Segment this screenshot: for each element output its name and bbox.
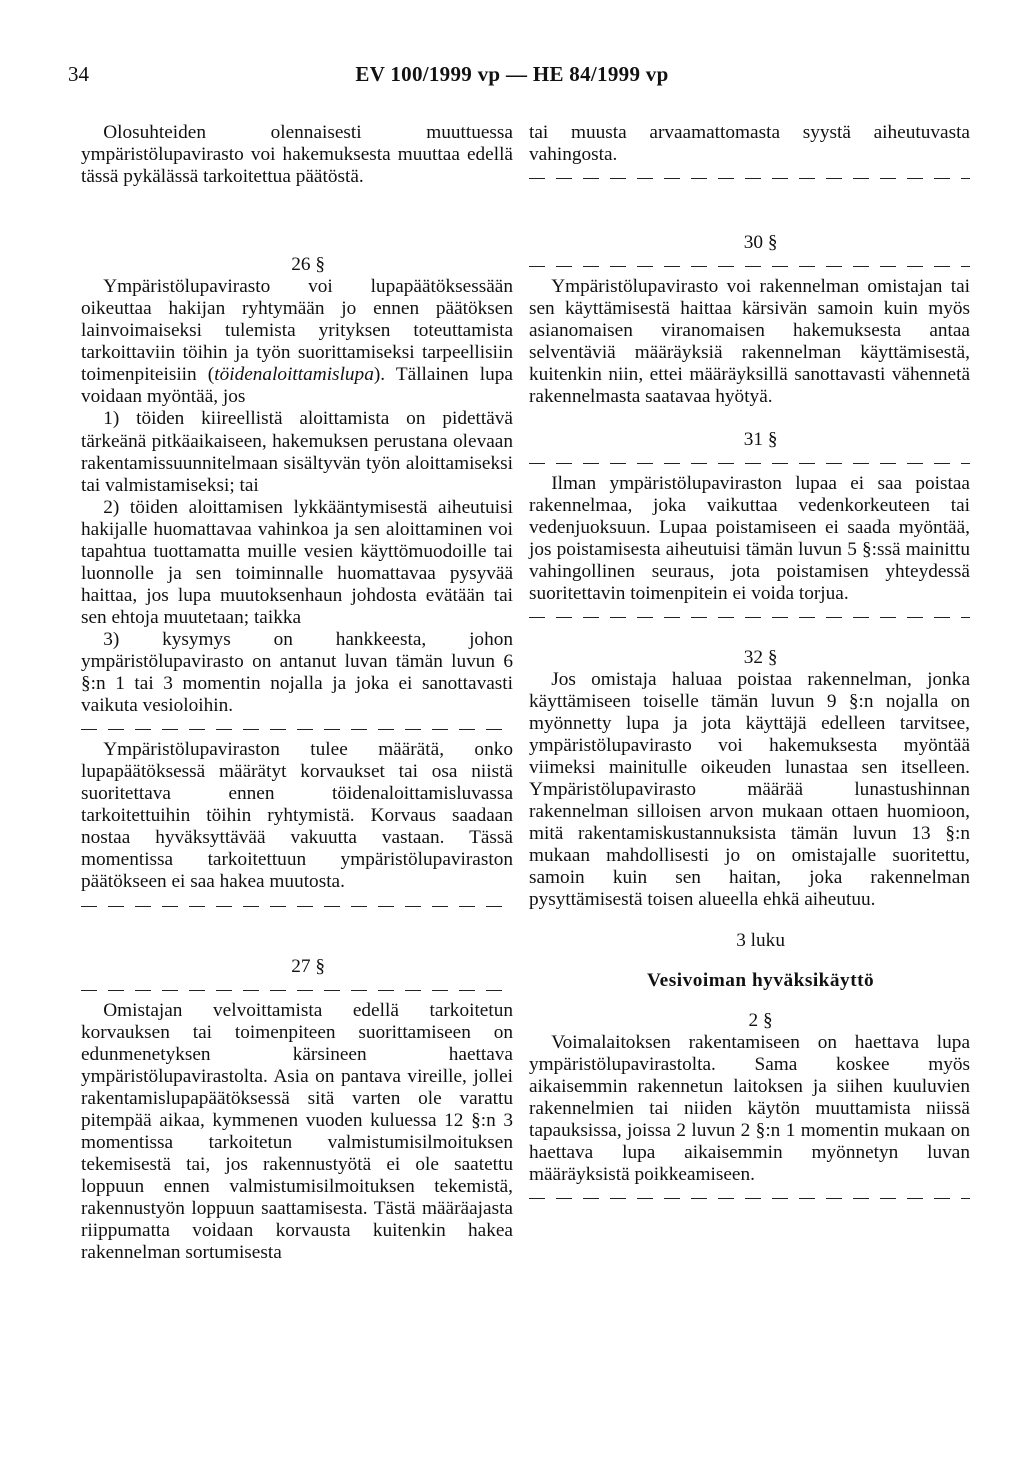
italic-term: töidenaloittamislupa <box>214 364 374 386</box>
section-26-paragraph-1: Ympäristölupavirasto voi lupapäätöksessään oikeuttaa hakijan ryhtymään jo ennen päätöksen lainvoimaiseksi tulemista yrityksen toteuttamista tarkoittaviin töihin ja työn suorittamiseksi tarpeellisiin toimenpiteisiin (töidenaloittamislupa). Tällainen lupa voidaan myöntää, jos <box>81 276 513 408</box>
chapter-title: Vesivoiman hyväksikäyttö <box>647 969 875 991</box>
continuation-paragraph: tai muusta arvaamattomasta syystä aiheutuvasta vahingosta. <box>529 122 970 166</box>
omission-dashes <box>529 254 970 276</box>
section-32-heading: 32 § <box>743 646 778 668</box>
omission-dashes <box>81 894 513 916</box>
omission-dashes <box>529 605 970 627</box>
section-31-paragraph-1: Ilman ympäristölupaviraston lupaa ei saa poistaa rakennelmaa, joka vaikuttaa vedenkorkeuteen tai vedenjuoksuun. Lupaa poistamiseen ei saada myöntää, jos poistamisesta aiheutuisi tämän luvun 5 §:ssä mainittu vahingollinen seuraus, jota poistamisen yhteydessä suoritettavin toimenpitein ei voida torjua. <box>529 472 970 604</box>
omission-dashes <box>529 451 970 473</box>
running-title: EV 100/1999 vp — HE 84/1999 vp <box>355 62 669 86</box>
page-header <box>0 62 1024 92</box>
omission-dashes <box>529 1186 970 1208</box>
section-26-item-3: 3) kysymys on hankkeesta, johon ympäristölupavirasto on antanut luvan tämän luvun 6 §:n 1 tai 3 momentin nojalla ja joka ei sanottavasti vaikuta vesioloihin. <box>81 628 513 717</box>
section-2-paragraph-1: Voimalaitoksen rakentamiseen on haettava lupa ympäristölupavirastolta. Sama koskee myös aikaisemmin rakennetun laitoksen ja siihen kuuluvien rakennelmien tai niiden käytön muuttamista niissä tapauksissa, joissa 2 luvun 2 §:n 1 momentin mukaan on haettava lupa aikaisemmin myönnetyn luvan määräyksistä poikkeamiseen. <box>529 1031 970 1185</box>
section-27-heading: 27 § <box>291 955 325 977</box>
section-31-heading: 31 § <box>743 428 778 450</box>
omission-dashes <box>81 717 513 739</box>
section-2-heading: 2 § <box>748 1009 773 1031</box>
section-30-paragraph-1: Ympäristölupavirasto voi rakennelman omistajan tai sen käyttämisestä haittaa kärsivän samoin kuin myös asianomaisen viranomaisen hakemuksesta antaa selventäviä määräyksiä rakennelman käyttämisestä, kuitenkin niin, ettei määräyksillä sanottavasti vähennetä rakennelmasta saatavaa hyötyä. <box>529 276 970 408</box>
section-26-paragraph-2: Ympäristölupaviraston tulee määrätä, onko lupapäätöksessä määrätyt korvaukset tai osa niistä suoritettava ennen töidenaloittamisluvassa tarkoitettuihin töihin ryhtymistä. Korvaus saadaan nostaa hyväksyttävää vakuutta vastaan. Tässä momentissa tarkoitettuun ympäristölupaviraston päätökseen ei saa hakea muutosta. <box>81 739 513 893</box>
section-27-paragraph-1: Omistajan velvoittamista edellä tarkoitetun korvauksen tai toimenpiteen suorittamiseen on edunmenetyksen kärsineen haettava ympäristölupavirastolta. Asia on pantava vireille, jollei rakentamislupapäätöksessä sitä varten ole varattu pitempää aikaa, kymmenen vuoden kuluessa 12 §:n 3 momentissa tarkoitetun valmistumisilmoituksen tekemisestä tai, jos rakennustyötä ei ole saatettu loppuun ennen valmistumisilmoituksen tekemistä, rakennustyön loppuun saattamisesta. Tästä määräajasta riippumatta voidaan korvausta kuitenkin hakea rakennelman sortumisesta <box>81 999 513 1264</box>
page-number: 34 <box>68 62 89 86</box>
section-32-paragraph-1: Jos omistaja haluaa poistaa rakennelman, jonka käyttämiseen toiselle tämän luvun 9 §:n nojalla on myönnetty lupa ja jota käyttäjä edelleen tarvitsee, ympäristölupavirasto voi hakemuksesta myöntää viimeksi mainitulle oikeuden lunastaa sen itselleen. Ympäristölupavirasto määrää lunastushinnan rakennelman silloisen arvon mukaan ottaen huomioon, mitä rakentamiskustannuksista tämän luvun 13 §:n mukaan mahdollisesti jo on omistajalle suoritettu, samoin kuin sen haitan, joka rakennelman pysyttämisestä toisen alueella ehkä aiheutuu. <box>529 668 970 911</box>
chapter-number: 3 luku <box>736 929 785 951</box>
section-26-heading: 26 § <box>291 254 325 276</box>
intro-paragraph: Olosuhteiden olennaisesti muuttuessa ympäristölupavirasto voi hakemuksesta muuttaa edellä tässä pykälässä tarkoitettua päätöstä. <box>81 122 513 188</box>
omission-dashes <box>81 978 513 1000</box>
omission-dashes <box>529 166 970 188</box>
section-30-heading: 30 § <box>743 232 778 254</box>
section-26-item-2: 2) töiden aloittamisen lykkääntymisestä aiheutuisi hakijalle huomattavaa vahinkoa ja sen aloittaminen voi tapahtua tuottamatta muille vesien käyttömuodoille tai luonnolle ja sen toiminnalle huomattavaa pysyvää haittaa, jos lupa muutoksenhaun johdosta evätään tai sen ehtoja muutetaan; taikka <box>81 496 513 628</box>
section-26-item-1: 1) töiden kiireellistä aloittamista on pidettävä tärkeänä pitkäaikaiseen, hakemuksen perustana olevaan rakentamissuunnitelmaan sisältyvän työn aloittamiseksi tai valmistamiseksi; tai <box>81 408 513 496</box>
right-column <box>529 122 970 1208</box>
left-column <box>81 122 513 1264</box>
